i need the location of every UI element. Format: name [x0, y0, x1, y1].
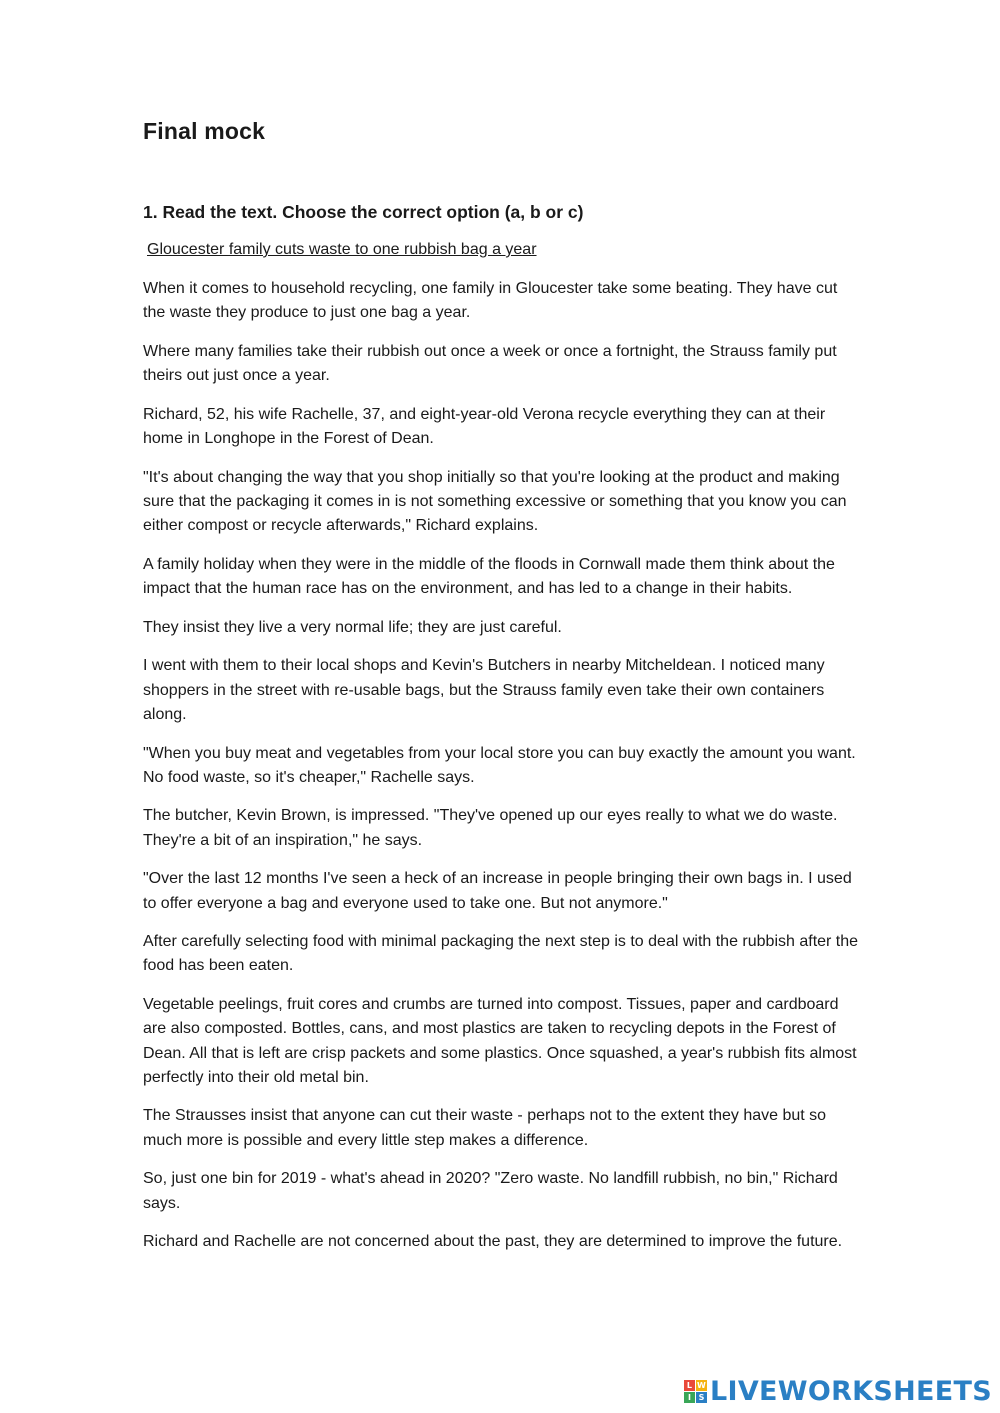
article-paragraph: "It's about changing the way that you shop initially so that you're looking at the product and making sure that the packaging it comes in is not something excessive or something that you know you can either compost or recycle afterwards," Richard explains. — [143, 468, 847, 535]
article-paragraph: Where many families take their rubbish out once a week or once a fortnight, the Strauss family put theirs out just once a year. — [143, 342, 837, 385]
logo-tile: S — [696, 1392, 707, 1403]
article-body — [143, 277, 863, 1269]
article-headline: Gloucester family cuts waste to one rubbish bag a year — [147, 241, 537, 258]
page-title: Final mock — [143, 118, 266, 144]
article-paragraph: I went with them to their local shops and Kevin's Butchers in nearby Mitcheldean. I noticed many shoppers in the street with re-usable bags, but the Strauss family even take their own containers along. — [143, 657, 825, 723]
article-paragraph: When it comes to household recycling, one family in Gloucester take some beating. They have cut the waste they produce to just one bag a year. — [143, 280, 838, 322]
article-paragraph: Richard and Rachelle are not concerned about the past, they are determined to improve the future. — [143, 1233, 843, 1251]
article-paragraph: The butcher, Kevin Brown, is impressed. "They've opened up our eyes really to what we do waste. They're a bit of an inspiration," he says. — [143, 807, 838, 849]
article-paragraph: "Over the last 12 months I've seen a heck of an increase in people bringing their own bags in. I used to offer everyone a bag and everyone used to take one. But not anymore." — [143, 870, 852, 912]
article-paragraph: A family holiday when they were in the middle of the floods in Cornwall made them think about the impact that the human race has on the environment, and has led to a change in their habits. — [143, 555, 835, 598]
article-paragraph: "When you buy meat and vegetables from your local store you can buy exactly the amount you want. No food waste, so it's cheaper," Rachelle says. — [143, 744, 856, 786]
logo-tile: L — [684, 1380, 695, 1391]
article-paragraph: The Strausses insist that anyone can cut their waste - perhaps not to the extent they have but so much more is possible and every little step makes a difference. — [143, 1107, 827, 1149]
article-paragraph: Vegetable peelings, fruit cores and crumbs are turned into compost. Tissues, paper and cardboard are also composted. Bottles, cans, and most plastics are taken to recycling depots in the Forest of Dean. All that is left are crisp packets and some plastics. Once squashed, a year's rubbish fits almost perfectly into their old metal bin. — [143, 996, 857, 1086]
logo-tile: W — [697, 1381, 706, 1390]
article-paragraph: So, just one bin for 2019 - what's ahead in 2020? "Zero waste. No landfill rubbish, no bin," Richard says. — [143, 1170, 838, 1212]
liveworksheets-logo — [684, 1376, 992, 1407]
liveworksheets-logo-icon — [684, 1380, 707, 1403]
logo-tile: I — [684, 1392, 695, 1403]
article-paragraph: After carefully selecting food with minimal packaging the next step is to deal with the rubbish after the food has been eaten. — [143, 933, 859, 975]
article-paragraph: They insist they live a very normal life; they are just careful. — [143, 618, 562, 636]
article-paragraph: Richard, 52, his wife Rachelle, 37, and eight-year-old Verona recycle everything they can at their home in Longhope in the Forest of Dean. — [143, 405, 826, 448]
question-heading: 1. Read the text. Choose the correct option (a, b or c) — [143, 202, 584, 222]
brand-name: LIVEWORKSHEETS — [709, 1376, 992, 1407]
